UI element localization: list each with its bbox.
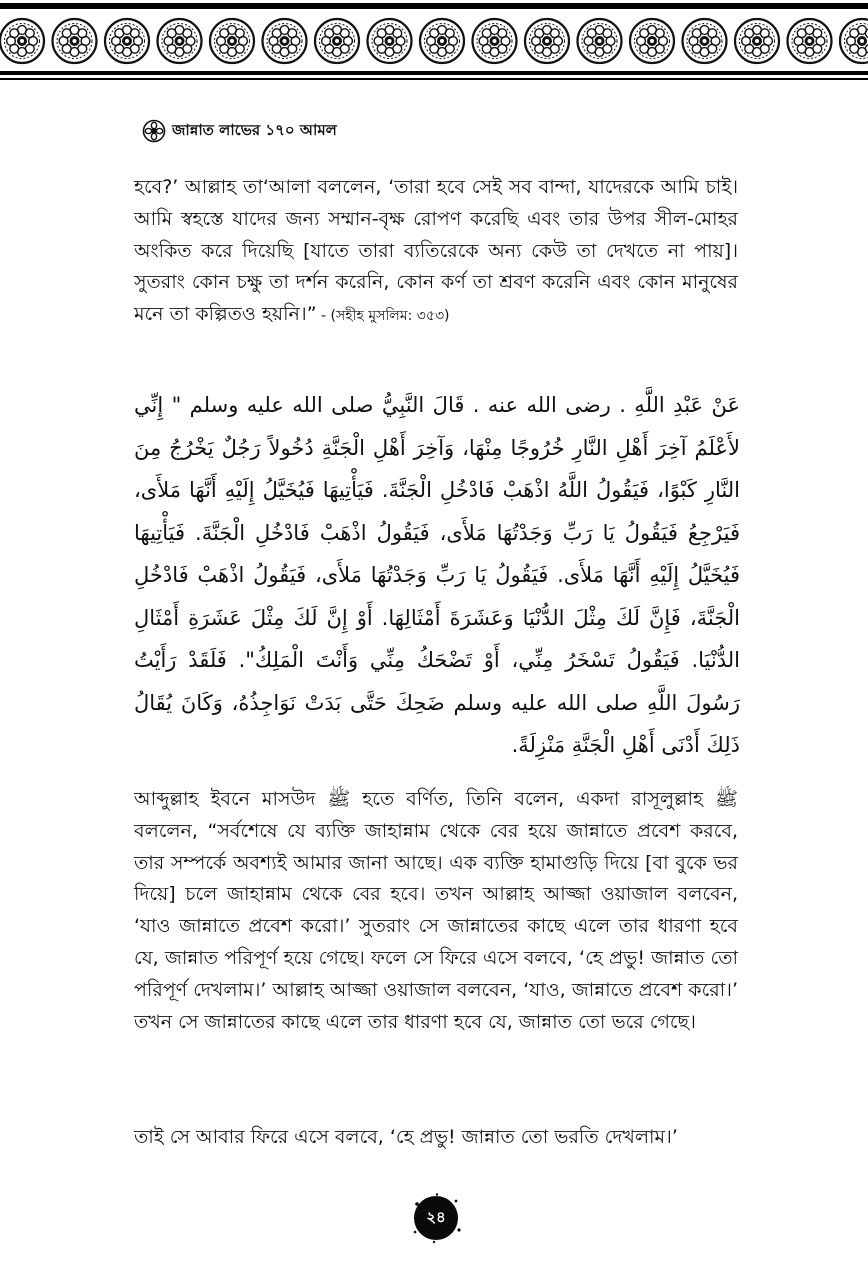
paragraph-continuation xyxy=(134,172,738,333)
rosette-icon xyxy=(263,19,307,63)
rosette-icon xyxy=(788,19,832,63)
rosette-icon xyxy=(683,19,727,63)
rosette-icon xyxy=(473,19,517,63)
page-number-badge xyxy=(410,1192,462,1244)
border-rule-thin xyxy=(0,78,868,80)
decorative-top-border xyxy=(0,0,868,84)
flower-ornament-icon xyxy=(142,119,166,143)
rosette-icon xyxy=(105,19,149,63)
rosette-icon xyxy=(158,19,202,63)
arabic-hadith-text: عَنْ عَبْدِ اللَّهِ . رضى الله عنه . قَالَ النَّبِيُّ صلى الله عليه وسلم " إِنِّي لأَعْلَمُ آخِرَ أَهْلِ النَّارِ خُرُوجًا مِنْهَا، وَآخِرَ أَهْلِ الْجَنَّةِ دُخُولاً رَجُلٌ يَخْرُجُ مِنَ النَّارِ كَبْوًا، فَيَقُولُ اللَّهُ اذْهَبْ فَادْخُلِ الْجَنَّةَ. فَيَأْتِيهَا فَيُخَيَّلُ إِلَيْهِ أَنَّهَا مَلأَى، فَيَرْجِعُ فَيَقُولُ يَا رَبِّ وَجَدْتُهَا مَلأَى، فَيَقُولُ اذْهَبْ فَادْخُلِ الْجَنَّةَ. فَيَأْتِيهَا فَيُخَيَّلُ إِلَيْهِ أَنَّهَا مَلأَى. فَيَقُولُ يَا رَبِّ وَجَدْتُهَا مَلأَى، فَيَقُولُ اذْهَبْ فَادْخُلِ الْجَنَّةَ، فَإِنَّ لَكَ مِثْلَ الدُّنْيَا وَعَشَرَةَ أَمْثَالِهَا. أَوْ إِنَّ لَكَ مِثْلَ عَشَرَةِ أَمْثَالِ الدُّنْيَا. فَيَقُولُ تَسْخَرُ مِنِّي، أَوْ تَضْحَكُ مِنِّي وَأَنْتَ الْمَلِكُ". فَلَقَدْ رَأَيْتُ رَسُولَ اللَّهِ صلى الله عليه وسلم ضَحِكَ حَتَّى بَدَتْ نَوَاجِذُهُ، وَكَانَ يُقَالُ ذَلِكَ أَدْنَى أَهْلِ الْجَنَّةِ مَنْزِلَةً. xyxy=(134,393,740,757)
border-rule-bottom xyxy=(0,71,868,75)
rosette-icon xyxy=(840,19,868,63)
rosette-icon xyxy=(315,19,359,63)
page-number: ২৪ xyxy=(426,1207,446,1226)
paragraph-closing: তাই সে আবার ফিরে এসে বলবে, ‘হে প্রভু! জান্নাত তো ভরতি দেখলাম।’ xyxy=(134,1126,678,1148)
rosette-icon xyxy=(53,19,97,63)
rosette-icon xyxy=(0,19,44,63)
paragraph-translation: আব্দুল্লাহ ইবনে মাসউদ ﷺ হতে বর্ণিত, তিনি বলেন, একদা রাসূলুল্লাহ ﷺ বললেন, “সর্বশেষে যে ব্যক্তি জাহান্নাম থেকে বের হয়ে জান্নাতে প্রবেশ করবে, তার সম্পর্কে অবশ্যই আমার জানা আছে। এক ব্যক্তি হামাগুড়ি দিয়ে [বা বুকে ভর দিয়ে] চলে জাহান্নাম থেকে বের হবে। তখন আল্লাহ আজ্জা ওয়াজাল বলবেন, ‘যাও জান্নাতে প্রবেশ করো।’ সুতরাং সে জান্নাতের কাছে এলে তার ধারণা হবে যে, জান্নাত পরিপূর্ণ হয়ে গেছে। ফলে সে ফিরে এসে বলবে, ‘হে প্রভু! জান্নাত তো পরিপূর্ণ দেখলাম।’ আল্লাহ আজ্জা ওয়াজাল বলবেন, ‘যাও, জান্নাতে প্রবেশ করো।’ তখন সে জান্নাতের কাছে এলে তার ধারণা হবে যে, জান্নাত তো ভরে গেছে। xyxy=(134,788,738,1033)
rosette-icon xyxy=(630,19,674,63)
rosette-icon xyxy=(210,19,254,63)
border-rule-top xyxy=(0,3,868,9)
rosette-icon xyxy=(578,19,622,63)
paragraph-text: হবে?’ আল্লাহ তা‘আলা বললেন, ‘তারা হবে সেই সব বান্দা, যাদেরকে আমি চাই। আমি স্বহস্তে যাদের জন্য সম্মান-বৃক্ষ রোপণ করেছি এবং তার উপর সীল-মোহর অংকিত করে দিয়েছি [যাতে তারা ব্যতিরেকে অন্য কেউ তা দেখতে না পায়]। সুতরাং কোন চক্ষু তা দর্শন করেনি, কোন কর্ণ তা শ্রবণ করেনি এবং কোন মানুষের মনে তা কল্পিতও হয়নি।” xyxy=(134,176,738,326)
running-header xyxy=(142,118,337,144)
citation: - (সহীহ মুসলিম: ৩৫৩) xyxy=(316,308,450,325)
rosette-icon xyxy=(735,19,779,63)
rosette-icon xyxy=(420,19,464,63)
rosette-pattern xyxy=(0,14,868,68)
rosette-icon xyxy=(525,19,569,63)
header-title: জান্নাত লাভের ১৭০ আমল xyxy=(172,120,337,139)
rosette-icon xyxy=(368,19,412,63)
